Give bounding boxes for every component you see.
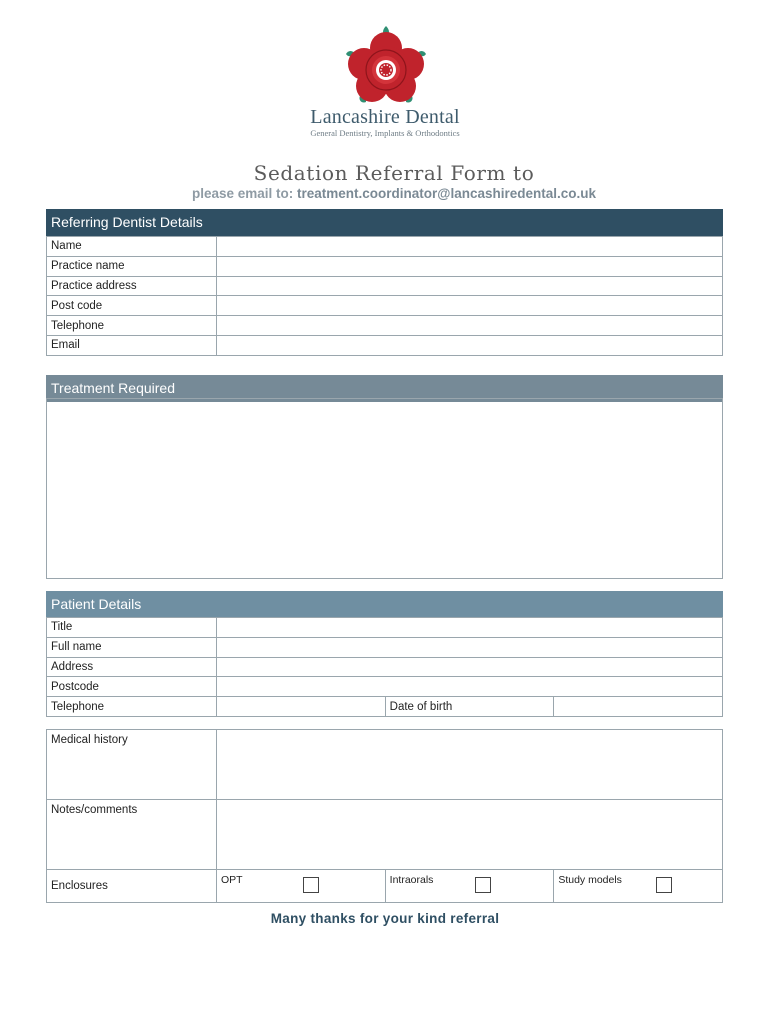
field-label: Practice name [47,256,217,276]
enclosures-label: Enclosures [47,870,217,903]
dob-label: Date of birth [385,697,554,717]
practice-name-input[interactable] [217,256,723,276]
table-row [47,637,723,657]
field-label: Postcode [47,677,217,697]
table-row [47,657,723,677]
field-label: Full name [47,637,217,657]
field-label: Email [47,335,217,355]
full-name-input[interactable] [217,637,723,657]
enclosure-label: Study models [558,874,622,886]
field-label: Name [47,237,217,257]
telephone-input[interactable] [217,316,723,336]
patient-details-table [46,617,723,717]
referring-dentist-header: Referring Dentist Details [46,209,723,236]
enclosure-option-opt [217,870,386,903]
field-label: Practice address [47,276,217,296]
table-row [47,335,723,355]
email-input[interactable] [217,335,723,355]
field-label: Telephone [47,697,217,717]
table-row [47,316,723,336]
table-row [47,800,723,870]
treatment-required-textarea[interactable] [46,398,723,579]
enclosure-option-intraorals [385,870,554,903]
brand-tagline: General Dentistry, Implants & Orthodontics [310,128,460,138]
table-row [47,237,723,257]
notes-input[interactable] [217,800,723,870]
email-prefix: please email to: [191,186,294,201]
enclosure-label: Intraorals [389,874,434,886]
study-models-checkbox[interactable] [656,877,672,893]
enclosure-label: OPT [221,874,243,886]
intraorals-checkbox[interactable] [475,877,491,893]
medical-table [46,729,723,903]
medical-history-label: Medical history [47,730,217,800]
postcode-input[interactable] [217,677,723,697]
medical-history-input[interactable] [217,730,723,800]
referring-dentist-table [46,236,723,356]
title-input[interactable] [217,618,723,638]
brand-name: Lancashire Dental [310,106,460,128]
table-row [47,697,723,717]
field-label: Post code [47,296,217,316]
notes-label: Notes/comments [47,800,217,870]
dob-input[interactable] [554,697,723,717]
table-row [47,618,723,638]
lancashire-rose-logo [336,24,436,110]
patient-details-header: Patient Details [46,591,723,618]
table-row [47,256,723,276]
field-label: Telephone [47,316,217,336]
post-code-input[interactable] [217,296,723,316]
opt-checkbox[interactable] [303,877,319,893]
table-row [47,296,723,316]
footer-thanks: Many thanks for your kind referral [270,911,500,926]
email-instruction [0,186,770,201]
address-input[interactable] [217,657,723,677]
table-row [47,730,723,800]
field-label: Title [47,618,217,638]
field-label: Address [47,657,217,677]
form-title: Sedation Referral Form to [253,161,535,185]
enclosure-option-study-models [554,870,723,903]
practice-address-input[interactable] [217,276,723,296]
treatment-required-header: Treatment Required [46,375,723,402]
email-address-link[interactable]: treatment.coordinator@lancashiredental.co.uk [297,186,597,201]
name-input[interactable] [217,237,723,257]
patient-telephone-input[interactable] [217,697,386,717]
table-row [47,870,723,903]
table-row [47,677,723,697]
table-row [47,276,723,296]
